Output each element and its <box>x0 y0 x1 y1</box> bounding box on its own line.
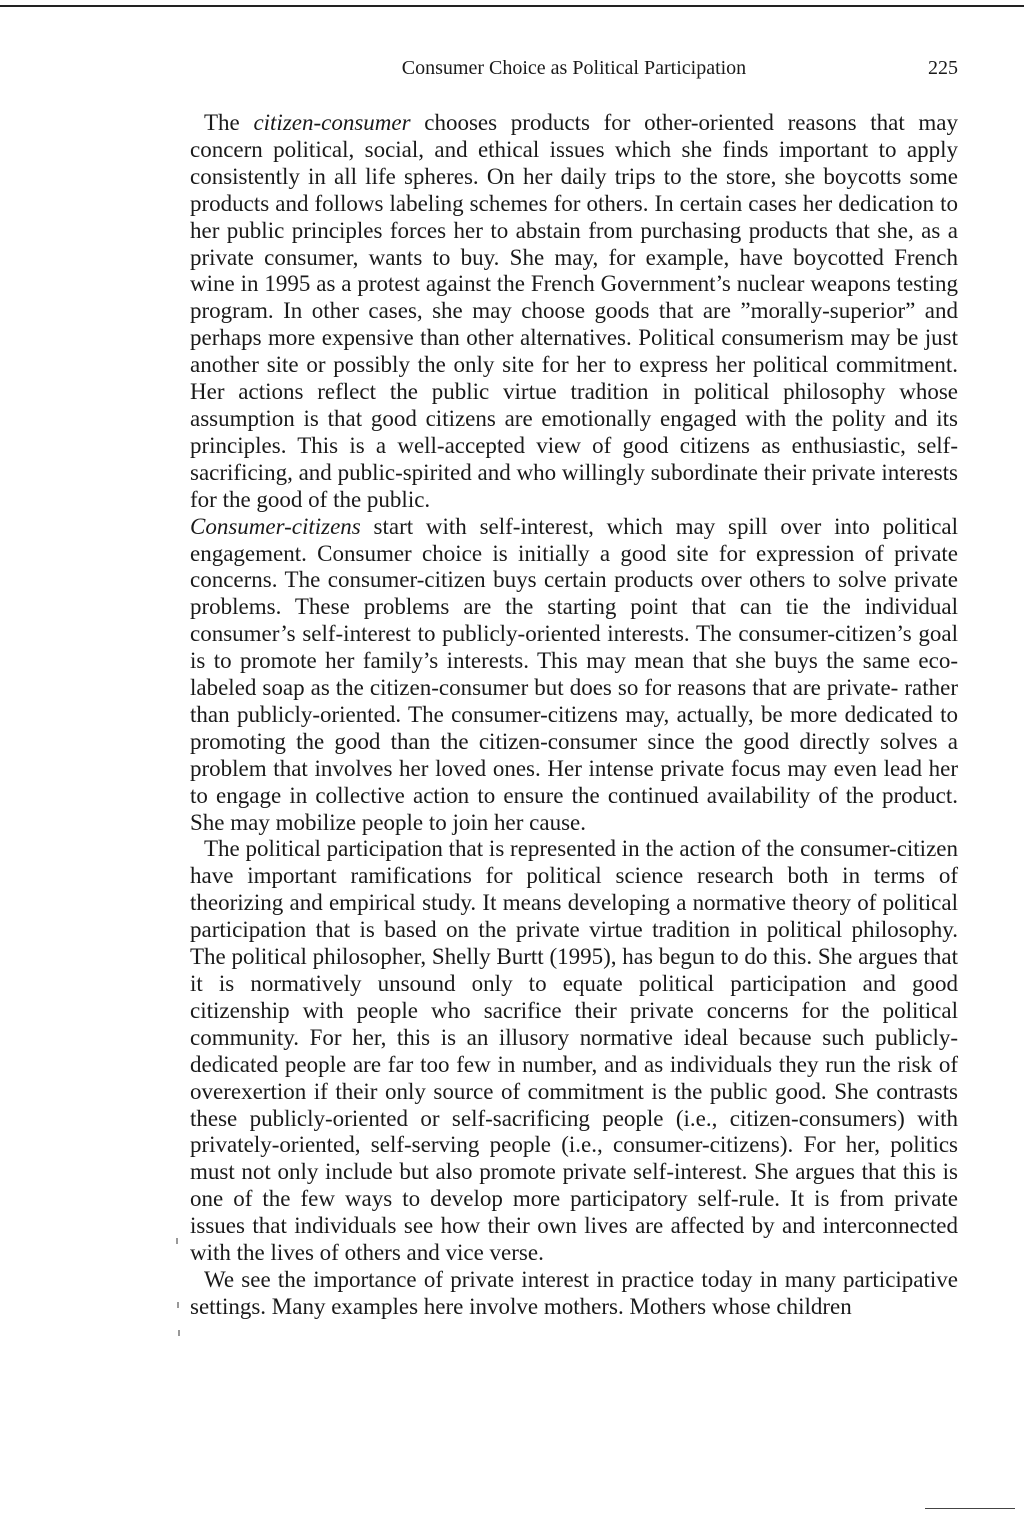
text-run: chooses products for other-oriented reasons that may concern political, social, and ethical issues which she finds important to apply consistently in all life spheres. On her daily trips to the store, she boycotts some products and follows labeling schemes for others. In certain cases her dedication to her public principles forces her to abstain from purchasing products that she, as a private consumer, wants to buy. She may, for example, have boycotted French wine in 1995 as a protest against the French Government’s nuclear weapons testing program. In other cases, she may choose goods that are ”morally-superior” and perhaps more expensive than other alternatives. Political consumerism may be just another site or possibly the only site for her to express her political commitment. Her actions reflect the public virtue tradition in political philosophy whose assumption is that good citizens are emotionally engaged with the polity and its principles. This is a well-accepted view of good citizens as enthusiastic, self-sacrificing, and public-spirited and who willingly subordinate their private interests for the good of the public. <box>190 110 958 512</box>
paragraph <box>190 836 958 1267</box>
running-head-title: Consumer Choice as Political Participation <box>401 57 747 79</box>
body-text <box>190 110 958 1321</box>
text-run: start with self-interest, which may spill over into political engagement. Consumer choice is initially a good site for expression of private concerns. The consumer-citizen buys certain products over others to solve private problems. These problems are the starting point that can tie the individual consumer’s self-interest to publicly-oriented interests. The consumer-citizen’s goal is to promote her family’s interests. This may mean that she buys the same eco-labeled soap as the citizen-consumer but does so for reasons that are private- rather than publicly-oriented. The consumer-citizens may, actually, be more dedicated to promoting the good than the citizen-consumer since the good directly solves a problem that involves her loved ones. Her intense private focus may even lead her to engage in collective action to ensure the continued availability of the product. She may mobilize people to join her cause. <box>190 513 958 835</box>
italic-term: Consumer-citizens <box>190 513 361 539</box>
paragraph <box>190 514 958 837</box>
text-run: We see the importance of private interest in practice today in many participative settings. Many examples here involve mothers. Mothers whose children <box>190 1266 958 1319</box>
page-number: 225 <box>928 57 958 79</box>
paragraph <box>190 110 958 514</box>
top-rule <box>0 5 1024 7</box>
paragraph <box>190 1267 958 1321</box>
margin-mark <box>177 1302 179 1308</box>
bottom-rule <box>925 1508 1015 1509</box>
italic-term: citizen-consumer <box>253 110 411 135</box>
margin-mark <box>178 1330 180 1336</box>
margin-mark <box>176 1238 178 1244</box>
running-head <box>190 53 958 83</box>
text-run: The <box>204 110 254 135</box>
text-run: The political participation that is represented in the action of the consumer-citizen have important ramifications for political science research both in terms of theorizing and empirical study. It means developing a normative theory of political participation that is based on the private virtue tradition in political philosophy. The political philosopher, Shelly Burtt (1995), has begun to do this. She argues that it is normatively unsound only to equate political participation and good citizenship with people who sacrifice their private concerns for the political community. For her, this is an illusory normative ideal because such publicly-dedicated people are far too few in number, and as individuals they run the risk of overexertion if their only source of commitment is the public good. She contrasts these publicly-oriented or self-sacrificing people (i.e., citizen-consumers) with privately-oriented, self-serving people (i.e., consumer-citizens). For her, politics must not only include but also promote private self-interest. She argues that this is one of the few ways to develop more participatory self-rule. It is from private issues that individuals see how their own lives are affected by and interconnected with the lives of others and vice verse. <box>190 836 958 1266</box>
